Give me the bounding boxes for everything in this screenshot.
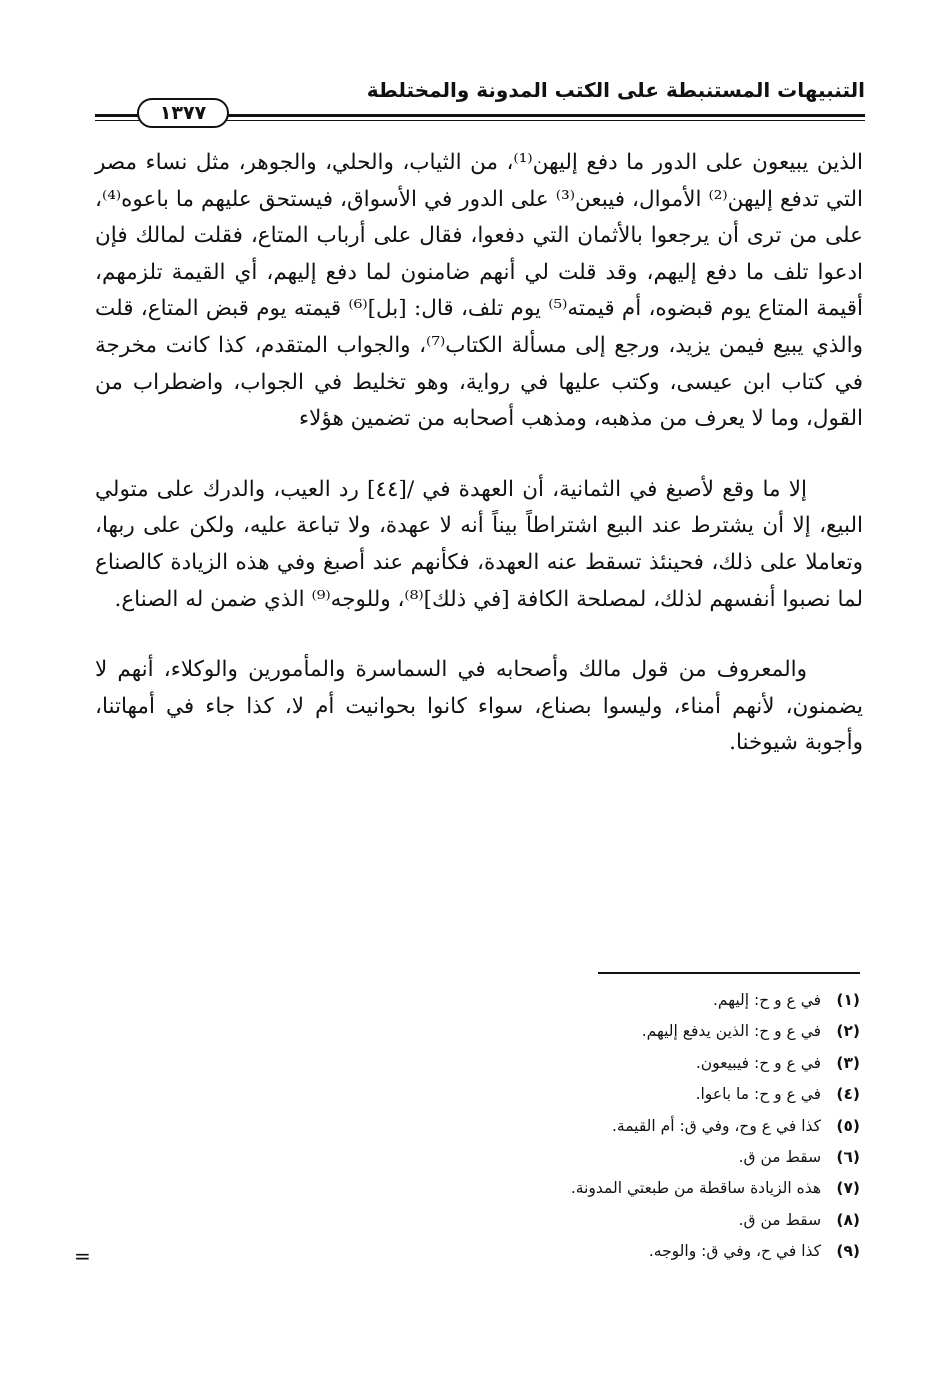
footnote-text: كذا في ع وح، وفي ق: أم القيمة.	[611, 1116, 822, 1135]
paragraph-1: الذين يبيعون على الدور ما دفع إليهن⁽¹⁾، من الثياب، والحلي، والجوهر، مثل نساء مصر التي تدفع إليهن⁽²⁾ الأموال، فيبعن⁽³⁾ على الدور في الأسواق، فيستحق عليهم ما باعوه⁽⁴⁾، على من ترى أن يرجعوا بالأثمان التي دفعوا، فقال على أرباب المتاع، فقلت لمالك فإن ادعوا تلف ما دفع إليهم، وقد قلت لي أنهم ضامنون لما دفع إليهم، أي القيمة تلزمهم، أقيمة المتاع يوم قبضوه، أم قيمته⁽⁵⁾ يوم تلف، قال: [بل]⁽⁶⁾ قيمته يوم قبض المتاع، قلت والذي يبيع فيمن يزيد، ورجع إلى مسألة الكتاب⁽⁷⁾، والجواب المتقدم، كذا كانت مخرجة في كتاب ابن عيسى، وكتب عليها في رواية، وهو تخليط في الجواب، واضطراب من القول، وما لا يعرف من مذهبه، ومذهب أصحابه من تضمين هؤلاء	[95, 150, 864, 432]
footnote-number: (٨)	[836, 1210, 860, 1229]
running-title: التنبيهات المستنبطة على الكتب المدونة والمختلطة	[366, 78, 865, 102]
paragraph-3: والمعروف من قول مالك وأصحابه في السماسرة والمأمورين والوكلاء، أنهم لا يضمنون، لأنهم أمناء، وليسوا بصناع، سواء كانوا بحوانيت أم لا، كذا جاء في أمهاتنا، وأجوبة شيوخنا.	[95, 657, 863, 756]
footnote-number: (٦)	[836, 1148, 860, 1167]
paragraph-2: إلا ما وقع لأصبغ في الثمانية، أن العهدة في /[٤٤] رد العيب، والدرك على متولي البيع، إلا أن يشترط عند البيع اشتراطاً بيناً أنه لا عهدة، ولا تباعة عليه، ولكن على ربها، وتعاملا على ذلك، فحينئذ تسقط عنه العهدة، فكأنهم عند أصبغ وفي هذه الزيادة كالصناع لما نصبوا أنفسهم لذلك، لمصلحة الكافة [في ذلك]⁽⁸⁾، وللوجه⁽⁹⁾ الذي ضمن له الصناع.	[95, 476, 863, 612]
footnote-text: سقط من ق.	[738, 1210, 822, 1229]
footnote-item	[160, 1079, 860, 1110]
footnote-separator	[598, 972, 860, 974]
footnote-number: (٢)	[836, 1022, 860, 1041]
footnote-number: (٣)	[836, 1053, 860, 1072]
footnote-item	[160, 1048, 860, 1079]
page-number: ١٣٧٧	[159, 102, 207, 124]
footnote-item	[160, 1205, 860, 1236]
footnote-item	[160, 1236, 860, 1267]
footnote-item	[160, 1111, 860, 1142]
footnote-text: سقط من ق.	[738, 1148, 822, 1167]
footnote-text: هذه الزيادة ساقطة من طبعتي المدونة.	[570, 1179, 822, 1198]
footnote-number: (٧)	[836, 1179, 860, 1198]
footnote-number: (٤)	[836, 1085, 860, 1104]
footnote-item	[160, 985, 860, 1016]
footnotes-list	[160, 985, 860, 1268]
page-number-frame	[137, 98, 229, 128]
page-header	[95, 70, 865, 130]
footnote-number: (١)	[836, 991, 860, 1009]
footnote-number: (٩)	[836, 1242, 860, 1261]
footnote-item	[160, 1016, 860, 1047]
footnote-number: (٥)	[836, 1116, 860, 1135]
footnote-text: في ع و ح: إليهم.	[712, 991, 822, 1009]
footnote-text: في ع و ح: ما باعوا.	[695, 1085, 822, 1104]
footnote-text: كذا في ح، وفي ق: والوجه.	[648, 1242, 822, 1261]
continuation-mark: =	[74, 1244, 91, 1268]
footnote-item	[160, 1142, 860, 1173]
main-text	[95, 145, 863, 762]
footnote-text: في ع و ح: فيبيعون.	[695, 1053, 822, 1072]
footnote-item	[160, 1173, 860, 1204]
footnote-text: في ع و ح: الذين يدفع إليهم.	[641, 1022, 822, 1041]
